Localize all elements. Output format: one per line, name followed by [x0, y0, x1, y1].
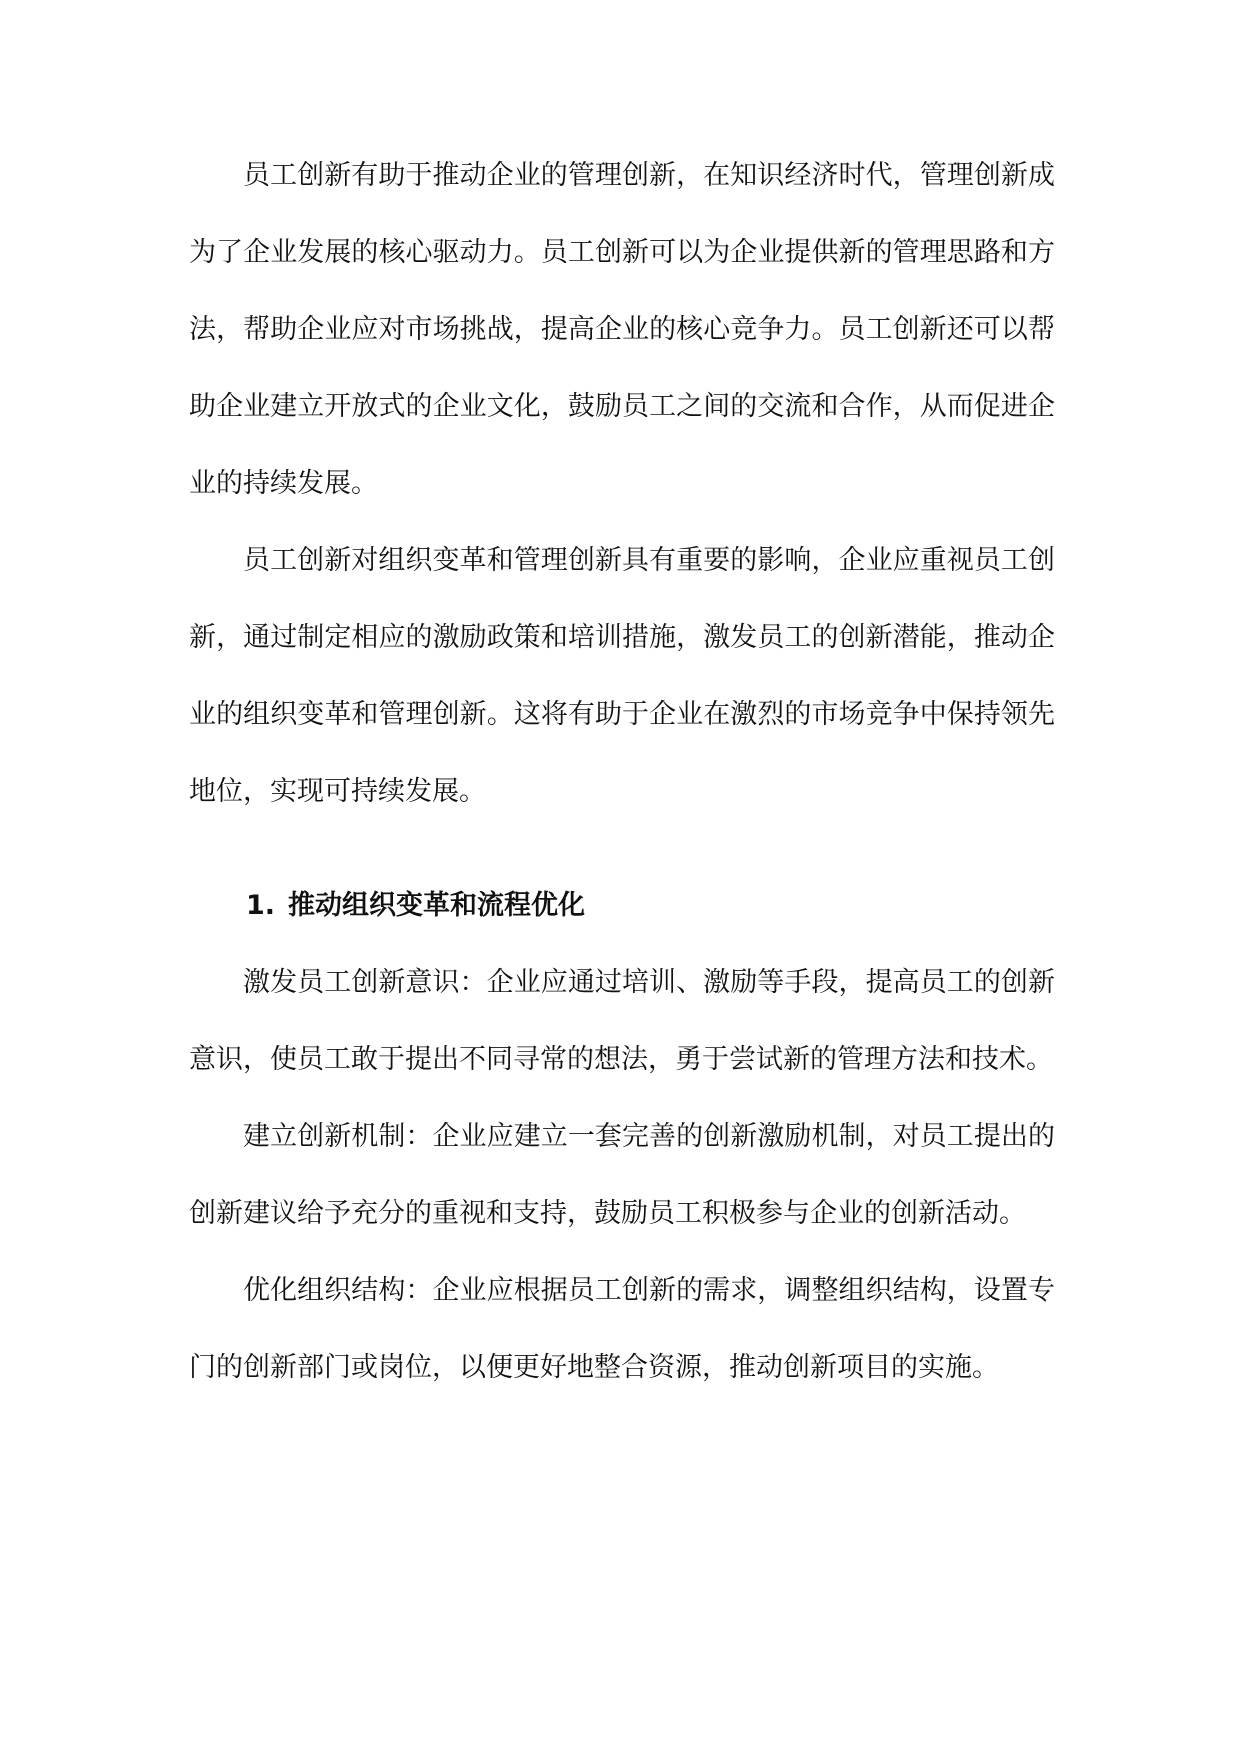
- section-title: 推动组织变革和流程优化: [288, 890, 585, 921]
- paragraph: 激发员工创新意识：企业应通过培训、激励等手段，提高员工的创新意识，使员工敢于提出不同寻常的想法，勇于尝试新的管理方法和技术。: [189, 967, 1055, 1075]
- paragraph: 员工创新有助于推动企业的管理创新，在知识经济时代，管理创新成为了企业发展的核心驱动力。员工创新可以为企业提供新的管理思路和方法，帮助企业应对市场挑战，提高企业的核心竞争力。员工创新还可以帮助企业建立开放式的企业文化，鼓励员工之间的交流和合作，从而促进企业的持续发展。: [189, 160, 1055, 499]
- document-body: [189, 137, 1055, 1406]
- paragraph: 建立创新机制：企业应建立一套完善的创新激励机制，对员工提出的创新建议给予充分的重视和支持，鼓励员工积极参与企业的创新活动。: [189, 1121, 1055, 1229]
- paragraph: 员工创新对组织变革和管理创新具有重要的影响，企业应重视员工创新，通过制定相应的激励政策和培训措施，激发员工的创新潜能，推动企业的组织变革和管理创新。这将有助于企业在激烈的市场竞争中保持领先地位，实现可持续发展。: [189, 545, 1055, 807]
- section-number: 1.: [246, 890, 276, 921]
- section-heading: [189, 867, 1055, 944]
- paragraph: 优化组织结构：企业应根据员工创新的需求，调整组织结构，设置专门的创新部门或岗位，以便更好地整合资源，推动创新项目的实施。: [189, 1275, 1055, 1383]
